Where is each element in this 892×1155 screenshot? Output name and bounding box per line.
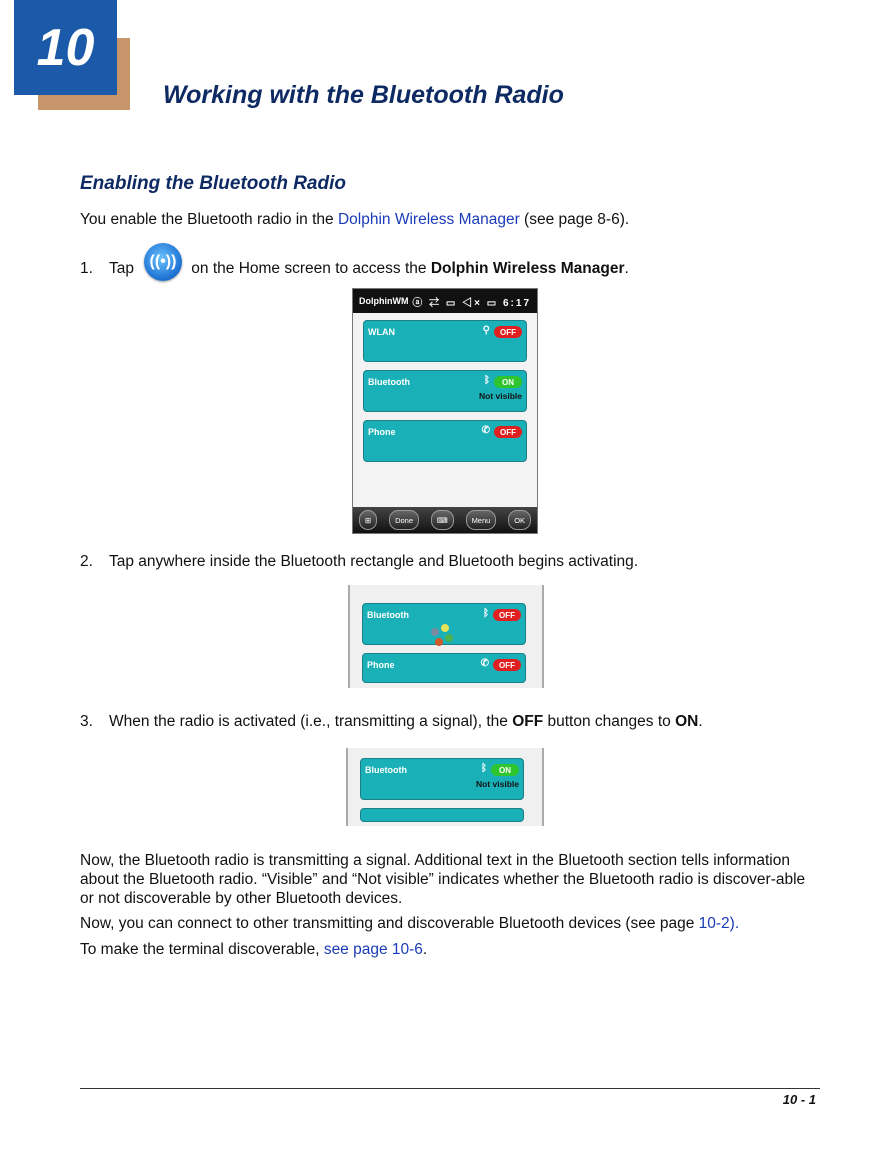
page-number: 10 - 1 [782, 1092, 816, 1107]
bluetooth-toggle[interactable]: OFF [493, 609, 521, 621]
status-icon-glyphs: ⓐ ⇄ ▭ ◁× ▭ [412, 297, 499, 309]
tile-label: WLAN [368, 327, 395, 337]
paragraph-connect [80, 914, 820, 933]
taskbar [353, 507, 537, 533]
busy-spinner-icon [431, 624, 453, 646]
bluetooth-tile[interactable] [360, 758, 524, 800]
paragraph-discoverable [80, 940, 820, 959]
clock: 6:17 [502, 297, 531, 309]
next-tile-partial [360, 808, 524, 822]
step-bold: Dolphin Wireless Manager [430, 260, 625, 277]
menu-button[interactable]: Menu [466, 510, 497, 530]
tile-label: Bluetooth [368, 377, 410, 387]
keyboard-icon[interactable]: ⌨ [431, 510, 454, 530]
step-text: on the Home screen to access the [187, 260, 431, 277]
step-bold: OFF [512, 713, 544, 730]
phone-icon: ✆ [481, 425, 490, 436]
bluetooth-tile[interactable] [363, 370, 527, 412]
page-10-6-link[interactable]: see page 10-6 [323, 941, 423, 958]
step-text: Tap anywhere inside the Bluetooth rectangle and Bluetooth begins activating. [109, 553, 639, 570]
wireless-manager-icon[interactable]: ((•)) [144, 243, 182, 281]
step-3 [80, 713, 703, 731]
paragraph-status: Now, the Bluetooth radio is transmitting a signal. Additional text in the Bluetooth section tells information about the Bluetooth radio. “Visible” and “Not visible” indicates whether the Bluetooth radio is discover-able or not discoverable by other Bluetooth devices. [80, 852, 806, 907]
para-text: Now, you can connect to other transmitting and discoverable Bluetooth devices (see page [80, 915, 699, 932]
step-number: 1. [80, 260, 93, 277]
phone-icon: ✆ [480, 658, 489, 669]
intro-text: You enable the Bluetooth radio in the [80, 211, 338, 228]
bluetooth-toggle[interactable]: ON [494, 376, 522, 388]
bluetooth-icon: ᛒ [483, 608, 489, 619]
phone-toggle[interactable]: OFF [494, 426, 522, 438]
status-icons [412, 294, 531, 309]
step-bold: ON [675, 713, 699, 730]
ok-button[interactable]: OK [508, 510, 531, 530]
intro-paragraph [80, 210, 820, 229]
tile-label: Phone [368, 427, 396, 437]
bluetooth-activating-snippet [348, 585, 544, 688]
phone-toggle[interactable]: OFF [493, 659, 521, 671]
footer-rule [80, 1088, 820, 1089]
wlan-toggle[interactable]: OFF [494, 326, 522, 338]
step-text: . [624, 260, 629, 277]
phone-tile[interactable] [362, 653, 526, 683]
step-2 [80, 553, 638, 571]
bluetooth-icon: ᛒ [484, 375, 490, 386]
done-button[interactable]: Done [389, 510, 419, 530]
phone-screenshot [352, 288, 538, 534]
step-number: 2. [80, 553, 93, 570]
tile-label: Phone [367, 660, 395, 670]
step-text: button changes to [543, 713, 676, 730]
visibility-status: Not visible [479, 391, 522, 401]
bluetooth-tile[interactable] [362, 603, 526, 645]
chapter-number: 10 [14, 0, 117, 95]
visibility-status: Not visible [476, 779, 519, 789]
bluetooth-toggle[interactable]: ON [491, 764, 519, 776]
step-text: . [698, 713, 703, 730]
tile-label: Bluetooth [365, 765, 407, 775]
windows-start-button[interactable]: ⊞ [359, 510, 377, 530]
step-text: Tap [109, 260, 134, 277]
wlan-tile[interactable] [363, 320, 527, 362]
para-text: . [422, 941, 428, 958]
step-text: When the radio is activated (i.e., transmitting a signal), the [109, 713, 513, 730]
dolphin-wireless-manager-link[interactable]: Dolphin Wireless Manager [337, 211, 520, 228]
page-10-2-link[interactable]: 10-2). [698, 915, 740, 932]
chapter-title: Working with the Bluetooth Radio [163, 81, 564, 109]
phone-tile[interactable] [363, 420, 527, 462]
wlan-icon: ⚲ [482, 325, 490, 336]
bluetooth-icon: ᛒ [481, 763, 487, 774]
app-title: DolphinWM [359, 296, 409, 306]
status-bar [353, 289, 537, 313]
para-text: To make the terminal discoverable, [80, 941, 324, 958]
bluetooth-on-snippet [346, 748, 544, 826]
tile-label: Bluetooth [367, 610, 409, 620]
section-title: Enabling the Bluetooth Radio [80, 173, 346, 194]
intro-text-end: (see page 8-6). [519, 211, 630, 228]
step-number: 3. [80, 713, 93, 730]
